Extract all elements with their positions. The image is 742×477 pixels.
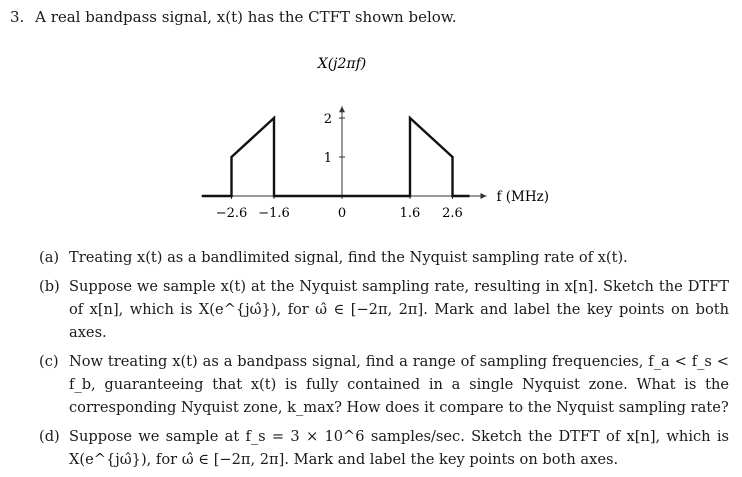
- x-axis-label: f (MHz): [496, 189, 550, 205]
- part-b: [39, 275, 729, 344]
- part-a-text: Treating x(t) as a bandlimited signal, find the Nyquist sampling rate of x(t).: [69, 249, 628, 266]
- axis-ticks: [216, 112, 463, 221]
- part-c: [39, 350, 729, 419]
- y-tick-label: 2: [323, 112, 332, 127]
- y-tick-label: 1: [323, 151, 332, 166]
- part-a-label: (a): [39, 249, 60, 266]
- problem-statement: A real bandpass signal, x(t) has the CTFT shown below.: [35, 8, 457, 26]
- part-d-text: Suppose we sample at f_s = 3 × 10^6 samples/sec. Sketch the DTFT of x[n], which is X(e^{jω̂}), for ω̂ ∈ [−2π, 2π]. Mark and label the key points on both axes.: [69, 428, 729, 468]
- problem-parts: [39, 246, 729, 477]
- series-layer: [202, 118, 470, 196]
- part-d-label: (d): [39, 428, 60, 445]
- part-b-text: Suppose we sample x(t) at the Nyquist sampling rate, resulting in x[n]. Sketch the DTFT of x[n], which is X(e^{jω̂}), for ω̂ ∈ [−2π, 2π]. Mark and label the key points on both axes.: [69, 278, 729, 341]
- part-c-label: (c): [39, 353, 59, 370]
- part-d: [39, 425, 729, 471]
- part-c-text: Now treating x(t) as a bandpass signal, find a range of sampling frequencies, f_a < f_s < f_b, guaranteeing that x(t) is fully contained in a single Nyquist zone. What is the corresponding Nyquist zone, k_max? How does it compare to the Nyquist sampling rate?: [69, 353, 729, 416]
- part-a: [39, 246, 729, 269]
- x-tick-label: 0: [337, 206, 347, 221]
- part-b-label: (b): [39, 278, 60, 295]
- spectrum-line: [202, 118, 470, 196]
- x-tick-label: −1.6: [258, 206, 290, 221]
- x-tick-label: −2.6: [215, 206, 248, 221]
- problem-number: 3.: [10, 8, 25, 26]
- chart-title: X(j2πf): [317, 56, 367, 72]
- x-tick-label: 2.6: [442, 206, 463, 221]
- x-tick-label: 1.6: [399, 206, 421, 221]
